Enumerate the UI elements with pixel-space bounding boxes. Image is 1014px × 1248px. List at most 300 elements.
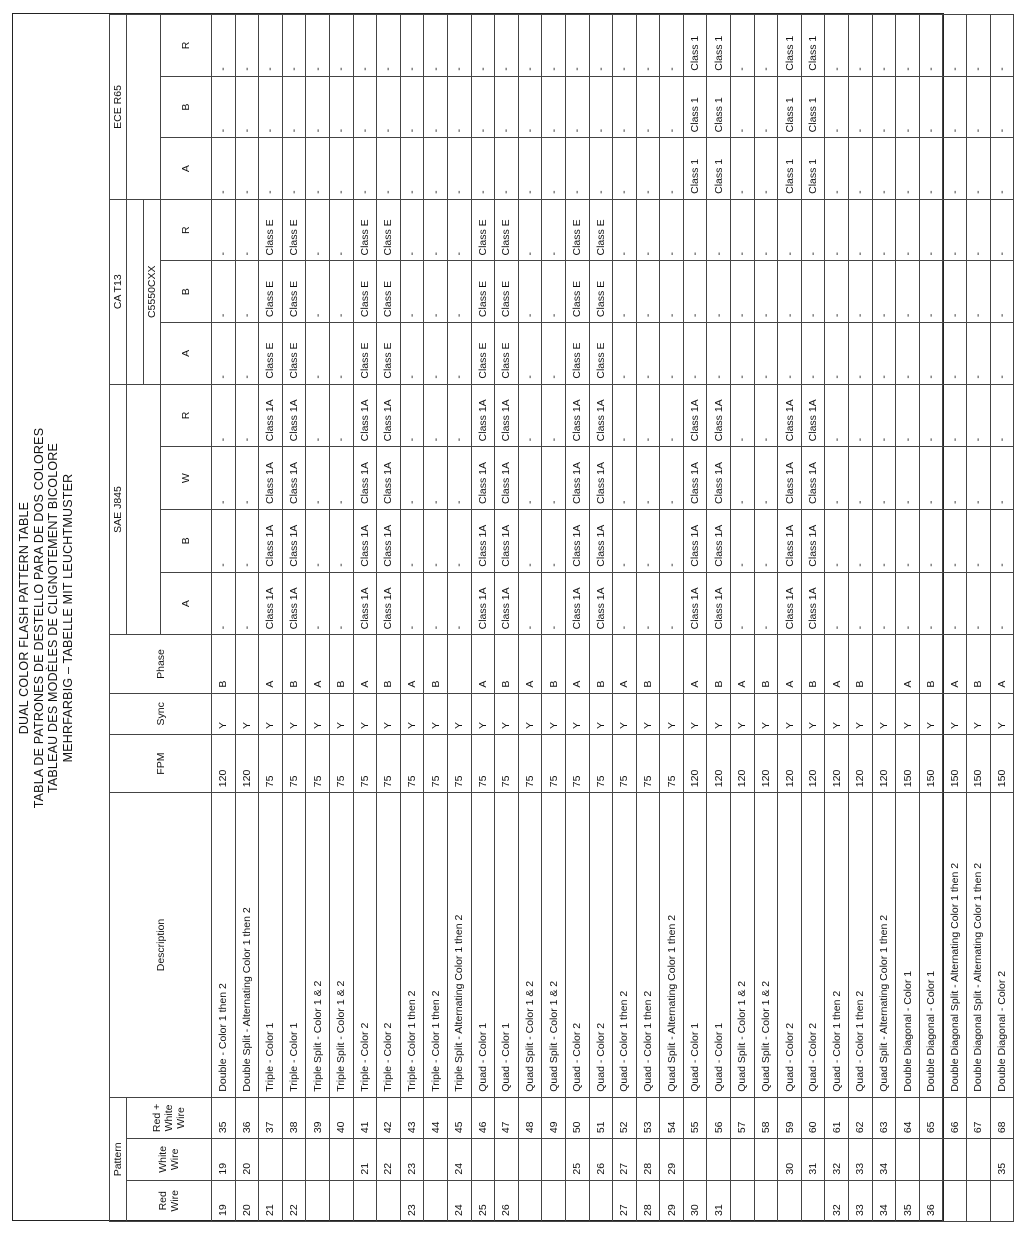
table-row [235, 15, 259, 1222]
cell-ece-b: - [990, 76, 1014, 138]
cell-ece-a: - [754, 138, 778, 200]
cell-sae-w: Class 1A [259, 447, 283, 510]
header-sae-b: B [161, 510, 212, 573]
cell-ece-b: - [849, 76, 873, 138]
cell-red-wire [565, 1180, 589, 1221]
cell-ece-b: - [282, 76, 306, 138]
cell-sync: Y [212, 693, 236, 734]
cell-sae-r: - [967, 384, 991, 447]
cell-red-white-wire: 60 [801, 1097, 825, 1138]
cell-white-wire: 25 [565, 1139, 589, 1180]
cell-ece-a: Class 1 [801, 138, 825, 200]
cell-ca-b: Class E [471, 261, 495, 323]
table-row [212, 15, 236, 1222]
cell-ca-b: - [212, 261, 236, 323]
cell-description: Triple - Color 1 [282, 793, 306, 1098]
cell-ca-b: - [872, 261, 896, 323]
cell-sync: Y [377, 693, 401, 734]
cell-ca-r: - [660, 199, 684, 261]
cell-white-wire: 23 [400, 1139, 424, 1180]
cell-sae-w: - [542, 447, 566, 510]
cell-ece-a: - [212, 138, 236, 200]
cell-ca-b: - [424, 261, 448, 323]
cell-red-wire: 21 [259, 1180, 283, 1221]
cell-phase: B [801, 635, 825, 693]
table-row [424, 15, 448, 1222]
cell-ece-b: - [943, 76, 967, 138]
cell-fpm: 150 [896, 735, 920, 793]
cell-description: Double Diagonal - Color 2 [990, 793, 1014, 1098]
cell-white-wire: 34 [872, 1139, 896, 1180]
page-frame [12, 13, 1008, 1221]
cell-ca-r: - [400, 199, 424, 261]
cell-phase: A [943, 635, 967, 693]
cell-sae-r: Class 1A [377, 384, 401, 447]
cell-sync: Y [235, 693, 259, 734]
cell-fpm: 120 [731, 735, 755, 793]
cell-red-white-wire: 46 [471, 1097, 495, 1138]
cell-ece-r: Class 1 [707, 15, 731, 77]
header-white-wire: White Wire [127, 1139, 212, 1180]
cell-white-wire [943, 1139, 967, 1180]
cell-sae-a: - [518, 572, 542, 635]
cell-red-wire [943, 1180, 967, 1221]
cell-sync: Y [660, 693, 684, 734]
cell-ece-r: - [825, 15, 849, 77]
cell-red-wire: 19 [212, 1180, 236, 1221]
cell-sae-r: - [329, 384, 353, 447]
cell-sae-a: - [990, 572, 1014, 635]
cell-sae-b: - [967, 510, 991, 573]
cell-white-wire [329, 1139, 353, 1180]
cell-description: Quad - Color 1 [707, 793, 731, 1098]
cell-sae-b: - [400, 510, 424, 573]
table-row [896, 15, 920, 1222]
cell-sae-r: Class 1A [495, 384, 519, 447]
cell-sae-r: - [542, 384, 566, 447]
header-ece: ECE R65 [110, 15, 127, 200]
cell-red-white-wire: 65 [919, 1097, 943, 1138]
cell-ece-r: - [212, 15, 236, 77]
cell-ca-b: - [707, 261, 731, 323]
cell-fpm: 75 [353, 735, 377, 793]
cell-sae-b: Class 1A [259, 510, 283, 573]
cell-ca-a: - [754, 323, 778, 385]
cell-sae-r: Class 1A [707, 384, 731, 447]
cell-sae-b: Class 1A [495, 510, 519, 573]
cell-sae-r: - [849, 384, 873, 447]
cell-fpm: 75 [306, 735, 330, 793]
cell-ece-r: - [400, 15, 424, 77]
cell-sae-b: Class 1A [565, 510, 589, 573]
cell-ece-b: - [919, 76, 943, 138]
cell-sae-a: - [613, 572, 637, 635]
cell-ca-r: Class E [589, 199, 613, 261]
cell-description: Quad - Color 1 then 2 [849, 793, 873, 1098]
cell-ca-r: - [306, 199, 330, 261]
cell-sae-b: - [212, 510, 236, 573]
cell-ece-a: - [943, 138, 967, 200]
cell-red-white-wire: 36 [235, 1097, 259, 1138]
cell-ca-r: - [919, 199, 943, 261]
cell-red-white-wire: 68 [990, 1097, 1014, 1138]
cell-ca-a: - [424, 323, 448, 385]
cell-ca-a: - [825, 323, 849, 385]
cell-sync: Y [919, 693, 943, 734]
header-ca-b: B [161, 261, 212, 323]
cell-ece-b: Class 1 [707, 76, 731, 138]
cell-red-wire: 24 [447, 1180, 471, 1221]
cell-white-wire [282, 1139, 306, 1180]
cell-ca-r: - [329, 199, 353, 261]
cell-sae-a: Class 1A [707, 572, 731, 635]
cell-sae-a: - [872, 572, 896, 635]
cell-sae-w: - [306, 447, 330, 510]
cell-ece-b: - [235, 76, 259, 138]
cell-ece-b: - [754, 76, 778, 138]
cell-ece-a: - [872, 138, 896, 200]
header-sync: Sync [110, 693, 212, 734]
cell-ca-b: - [518, 261, 542, 323]
cell-red-wire [377, 1180, 401, 1221]
cell-phase: A [518, 635, 542, 693]
table-row [778, 15, 802, 1222]
cell-sae-b: - [235, 510, 259, 573]
cell-sae-b: - [424, 510, 448, 573]
cell-description: Triple - Color 2 [377, 793, 401, 1098]
cell-ca-b: - [919, 261, 943, 323]
cell-phase: A [259, 635, 283, 693]
cell-sae-w: - [754, 447, 778, 510]
cell-phase: B [329, 635, 353, 693]
cell-fpm: 120 [778, 735, 802, 793]
cell-sae-w: - [400, 447, 424, 510]
cell-sync: Y [872, 693, 896, 734]
cell-description: Quad Split - Alternating Color 1 then 2 [660, 793, 684, 1098]
cell-red-white-wire: 63 [872, 1097, 896, 1138]
cell-fpm: 75 [636, 735, 660, 793]
cell-ca-a: Class E [495, 323, 519, 385]
cell-sae-b: Class 1A [707, 510, 731, 573]
cell-sae-w: - [967, 447, 991, 510]
cell-sae-b: - [731, 510, 755, 573]
cell-red-wire [589, 1180, 613, 1221]
cell-sae-r: Class 1A [778, 384, 802, 447]
cell-ece-r: - [542, 15, 566, 77]
cell-phase: B [589, 635, 613, 693]
cell-phase: A [825, 635, 849, 693]
cell-ca-b: - [329, 261, 353, 323]
cell-phase: A [565, 635, 589, 693]
cell-red-white-wire: 56 [707, 1097, 731, 1138]
cell-ece-r: - [329, 15, 353, 77]
table-body [212, 15, 1014, 1222]
table-row [707, 15, 731, 1222]
cell-phase: A [896, 635, 920, 693]
cell-fpm: 150 [943, 735, 967, 793]
header-ca-r: R [161, 199, 212, 261]
table-row [282, 15, 306, 1222]
cell-phase: A [990, 635, 1014, 693]
cell-sae-r: - [825, 384, 849, 447]
cell-ece-a: - [990, 138, 1014, 200]
title-line-es: TABLA DE PATRONES DE DESTELLO PARA DE DOS COLORES [31, 427, 46, 809]
cell-description: Triple - Color 1 then 2 [400, 793, 424, 1098]
cell-sync: Y [943, 693, 967, 734]
cell-sync: Y [849, 693, 873, 734]
cell-ca-r: - [212, 199, 236, 261]
cell-sae-w: - [849, 447, 873, 510]
cell-sync: Y [778, 693, 802, 734]
cell-ece-r: - [353, 15, 377, 77]
cell-red-wire [990, 1180, 1014, 1221]
cell-fpm: 120 [683, 735, 707, 793]
cell-ece-r: - [282, 15, 306, 77]
cell-sae-a: - [731, 572, 755, 635]
cell-sync: Y [400, 693, 424, 734]
cell-ca-r: - [872, 199, 896, 261]
cell-ece-b: - [495, 76, 519, 138]
cell-ece-b: - [825, 76, 849, 138]
cell-sae-r: - [754, 384, 778, 447]
cell-sync: Y [282, 693, 306, 734]
cell-sync: Y [353, 693, 377, 734]
cell-ca-r: - [707, 199, 731, 261]
cell-sae-a: Class 1A [471, 572, 495, 635]
cell-sae-b: - [542, 510, 566, 573]
cell-description: Double Diagonal - Color 1 [896, 793, 920, 1098]
header-fpm: FPM [110, 735, 212, 793]
cell-red-wire: 22 [282, 1180, 306, 1221]
cell-red-white-wire: 49 [542, 1097, 566, 1138]
cell-red-wire: 32 [825, 1180, 849, 1221]
cell-red-white-wire: 45 [447, 1097, 471, 1138]
cell-ca-r: - [424, 199, 448, 261]
table-row [919, 15, 943, 1222]
header-ece-spacer [127, 15, 161, 200]
cell-sae-r: Class 1A [471, 384, 495, 447]
cell-white-wire: 35 [990, 1139, 1014, 1180]
cell-sae-w: - [518, 447, 542, 510]
cell-ece-a: - [353, 138, 377, 200]
table-row [518, 15, 542, 1222]
header-ca-sub: C5550CXX [144, 199, 161, 384]
cell-sae-a: - [943, 572, 967, 635]
header-ca: CA T13 [110, 199, 127, 384]
cell-fpm: 75 [471, 735, 495, 793]
cell-phase: B [919, 635, 943, 693]
cell-ca-b: Class E [377, 261, 401, 323]
table-row [849, 15, 873, 1222]
header-description: Description [110, 793, 212, 1098]
cell-ece-r: - [235, 15, 259, 77]
cell-ca-r: - [518, 199, 542, 261]
table-row [400, 15, 424, 1222]
cell-sae-a: - [306, 572, 330, 635]
cell-ece-a: - [589, 138, 613, 200]
cell-phase: B [542, 635, 566, 693]
cell-description: Triple - Color 1 then 2 [424, 793, 448, 1098]
cell-description: Quad - Color 1 [683, 793, 707, 1098]
cell-ca-r: - [542, 199, 566, 261]
cell-sae-r: - [731, 384, 755, 447]
cell-description: Double Split - Alternating Color 1 then 2 [235, 793, 259, 1098]
cell-ece-r: Class 1 [801, 15, 825, 77]
cell-ece-a: - [967, 138, 991, 200]
cell-ece-b: - [896, 76, 920, 138]
header-sae-r: R [161, 384, 212, 447]
cell-sae-w: Class 1A [707, 447, 731, 510]
cell-ca-a: - [896, 323, 920, 385]
cell-sync: Y [754, 693, 778, 734]
cell-ca-b: - [849, 261, 873, 323]
header-sae: SAE J845 [110, 384, 127, 635]
cell-red-wire: 30 [683, 1180, 707, 1221]
cell-ca-r: Class E [259, 199, 283, 261]
cell-ece-r: - [990, 15, 1014, 77]
table-row [306, 15, 330, 1222]
cell-ca-r: - [849, 199, 873, 261]
cell-description: Double Diagonal - Color 1 [919, 793, 943, 1098]
cell-sae-b: - [660, 510, 684, 573]
cell-sae-w: Class 1A [377, 447, 401, 510]
cell-sae-a: - [825, 572, 849, 635]
cell-fpm: 75 [518, 735, 542, 793]
cell-sae-b: Class 1A [801, 510, 825, 573]
cell-ece-a: - [447, 138, 471, 200]
cell-fpm: 75 [542, 735, 566, 793]
cell-red-white-wire: 42 [377, 1097, 401, 1138]
cell-red-wire [306, 1180, 330, 1221]
cell-description: Quad Split - Color 1 & 2 [754, 793, 778, 1098]
cell-sae-b: - [329, 510, 353, 573]
table-row [589, 15, 613, 1222]
cell-ece-r: - [495, 15, 519, 77]
cell-sae-a: Class 1A [282, 572, 306, 635]
cell-ca-a: - [683, 323, 707, 385]
cell-ca-b: - [683, 261, 707, 323]
cell-sae-b: - [447, 510, 471, 573]
cell-ece-a: - [235, 138, 259, 200]
cell-sync: Y [707, 693, 731, 734]
cell-fpm: 75 [329, 735, 353, 793]
cell-sae-b: - [825, 510, 849, 573]
cell-ece-b: - [447, 76, 471, 138]
cell-sae-b: - [896, 510, 920, 573]
cell-phase: A [353, 635, 377, 693]
table-row [377, 15, 401, 1222]
rotated-content [13, 14, 1008, 1222]
cell-white-wire: 33 [849, 1139, 873, 1180]
cell-ca-a: Class E [353, 323, 377, 385]
cell-sync: Y [731, 693, 755, 734]
cell-ca-a: - [967, 323, 991, 385]
cell-sae-a: Class 1A [589, 572, 613, 635]
cell-phase: A [471, 635, 495, 693]
cell-ca-b: Class E [259, 261, 283, 323]
cell-white-wire: 29 [660, 1139, 684, 1180]
table-row [329, 15, 353, 1222]
cell-description: Double Diagonal Split - Alternating Color 1 then 2 [967, 793, 991, 1098]
cell-sae-a: - [542, 572, 566, 635]
cell-sae-r: - [896, 384, 920, 447]
cell-description: Triple - Color 2 [353, 793, 377, 1098]
cell-ca-b: - [660, 261, 684, 323]
cell-ca-r: Class E [353, 199, 377, 261]
cell-sae-w: - [613, 447, 637, 510]
table-row [872, 15, 896, 1222]
cell-ca-r: Class E [495, 199, 519, 261]
cell-red-wire [542, 1180, 566, 1221]
cell-ece-b: - [872, 76, 896, 138]
cell-white-wire [707, 1139, 731, 1180]
header-ece-a: A [161, 138, 212, 200]
cell-ece-r: - [447, 15, 471, 77]
cell-sae-w: - [660, 447, 684, 510]
table-row [990, 15, 1014, 1222]
cell-sync: Y [613, 693, 637, 734]
header-phase: Phase [110, 635, 212, 693]
cell-ca-b: Class E [353, 261, 377, 323]
cell-sae-w: - [636, 447, 660, 510]
cell-sync: Y [565, 693, 589, 734]
cell-ece-b: - [518, 76, 542, 138]
header-sae-w: W [161, 447, 212, 510]
title-line-fr: TABLEAU DES MODÈLES DE CLIGNOTEMENT BICOLORE [46, 442, 60, 794]
cell-ca-r: - [731, 199, 755, 261]
title-line-en: DUAL COLOR FLASH PATTERN TABLE [17, 501, 31, 735]
cell-sae-r: - [872, 384, 896, 447]
header-sae-a: A [161, 572, 212, 635]
table-row [754, 15, 778, 1222]
header-pattern: Pattern [110, 1097, 127, 1221]
cell-white-wire: 27 [613, 1139, 637, 1180]
cell-sae-b: Class 1A [683, 510, 707, 573]
header-ece-b: B [161, 76, 212, 138]
cell-sync: Y [967, 693, 991, 734]
cell-ca-a: - [849, 323, 873, 385]
cell-red-wire [754, 1180, 778, 1221]
cell-sae-w: Class 1A [589, 447, 613, 510]
cell-red-white-wire: 54 [660, 1097, 684, 1138]
cell-ece-b: - [259, 76, 283, 138]
cell-sync: Y [636, 693, 660, 734]
cell-red-wire [967, 1180, 991, 1221]
cell-ece-a: Class 1 [778, 138, 802, 200]
cell-sae-r: Class 1A [353, 384, 377, 447]
cell-ece-a: - [471, 138, 495, 200]
cell-phase: A [306, 635, 330, 693]
cell-sae-b: - [872, 510, 896, 573]
cell-red-white-wire: 41 [353, 1097, 377, 1138]
cell-ca-a: - [943, 323, 967, 385]
cell-ece-r: - [636, 15, 660, 77]
cell-phase: A [683, 635, 707, 693]
cell-description: Quad Split - Color 1 & 2 [542, 793, 566, 1098]
cell-sae-w: - [212, 447, 236, 510]
cell-fpm: 75 [282, 735, 306, 793]
cell-sae-w: Class 1A [282, 447, 306, 510]
cell-ca-a: Class E [282, 323, 306, 385]
cell-ca-a: - [707, 323, 731, 385]
table-row [967, 15, 991, 1222]
cell-ca-a: - [542, 323, 566, 385]
table-row [660, 15, 684, 1222]
table-row [542, 15, 566, 1222]
cell-ece-b: - [212, 76, 236, 138]
cell-sync: Y [306, 693, 330, 734]
cell-phase: A [778, 635, 802, 693]
